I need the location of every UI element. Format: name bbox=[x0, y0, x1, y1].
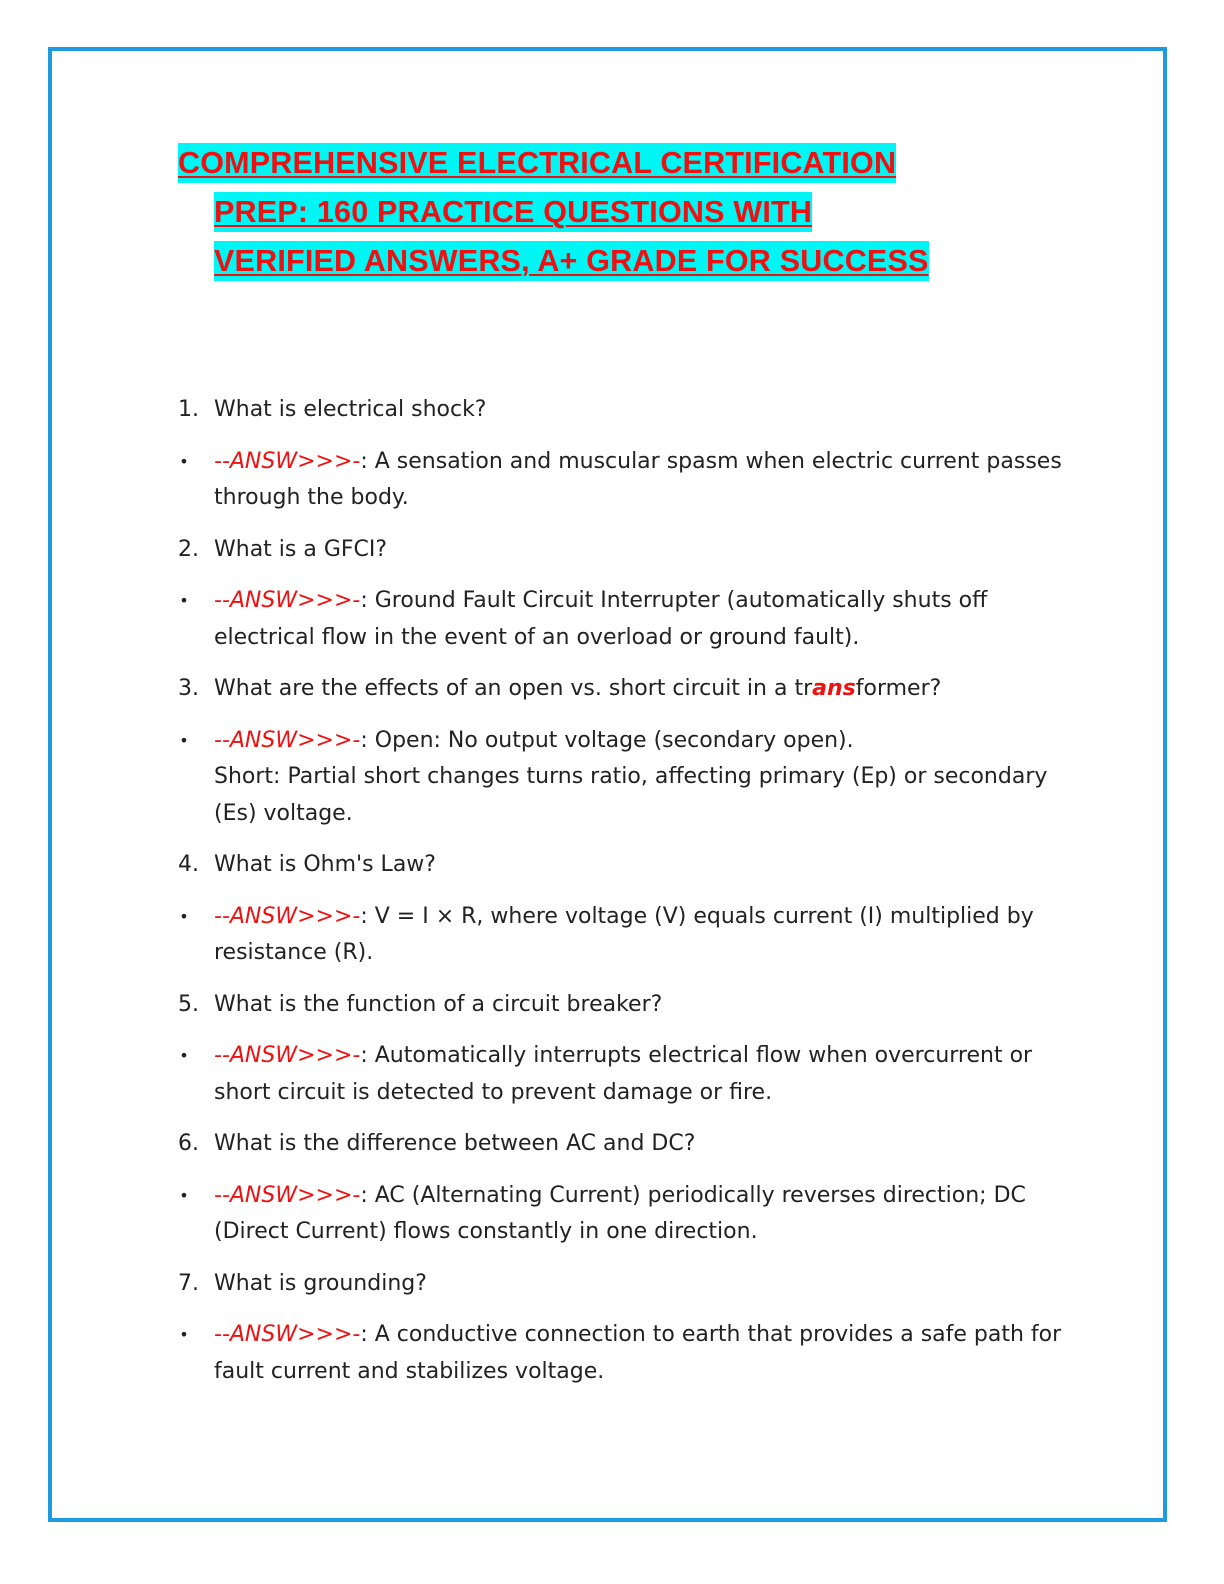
answer-tag: --ANSW>>>- bbox=[214, 903, 361, 929]
question-item bbox=[178, 392, 1078, 429]
answer-text: : Automatically interrupts electrical flow when overcurrent or short circuit is detected to prevent damage or fire. bbox=[214, 1043, 1033, 1105]
question-item bbox=[178, 532, 1078, 569]
question-item bbox=[178, 1266, 1078, 1303]
bullet-icon: • bbox=[179, 1185, 189, 1205]
question-text-end: former? bbox=[855, 676, 942, 701]
answer-tag: --ANSW>>>- bbox=[214, 1043, 361, 1068]
answer-tag: --ANSW>>>- bbox=[214, 727, 361, 753]
title-line-3: VERIFIED ANSWERS, A+ GRADE FOR SUCCESS bbox=[214, 241, 929, 281]
question-item bbox=[178, 987, 1078, 1024]
question-text: What is the difference between AC and DC? bbox=[214, 1131, 696, 1156]
bullet-icon: • bbox=[179, 1046, 189, 1065]
question-number: 3. bbox=[178, 676, 199, 701]
bullet-icon: • bbox=[179, 591, 189, 610]
title-line-2: PREP: 160 PRACTICE QUESTIONS WITH bbox=[214, 192, 812, 232]
qa-list bbox=[178, 392, 1078, 1405]
question-number: 6. bbox=[178, 1131, 199, 1156]
answer-item bbox=[178, 583, 1078, 656]
document-title bbox=[178, 143, 1048, 290]
question-text-highlight: ans bbox=[812, 676, 856, 701]
question-text-start: What are the effects of an open vs. short circuit in a tr bbox=[214, 676, 813, 701]
answer-item bbox=[178, 1178, 1078, 1251]
answer-text: : AC (Alternating Current) periodically reverses direction; DC (Direct Current) flows constantly in one direction. bbox=[214, 1182, 1026, 1244]
question-item bbox=[178, 1126, 1078, 1163]
answer-text-line-2: Short: Partial short changes turns ratio, affecting primary (Ep) or secondary (Es) voltage. bbox=[214, 764, 1048, 826]
answer-text: : Ground Fault Circuit Interrupter (automatically shuts off electrical flow in the event of an overload or ground fault). bbox=[214, 588, 988, 650]
question-text: What is grounding? bbox=[214, 1270, 427, 1296]
bullet-icon: • bbox=[179, 1325, 189, 1344]
answer-text: : A sensation and muscular spasm when electric current passes through the body. bbox=[214, 448, 1062, 510]
bullet-icon: • bbox=[179, 730, 189, 750]
bullet-icon: • bbox=[179, 906, 189, 926]
question-number: 5. bbox=[178, 991, 199, 1017]
answer-text: : V = I × R, where voltage (V) equals current (I) multiplied by resistance (R). bbox=[214, 903, 1034, 965]
answer-tag: --ANSW>>>- bbox=[214, 1182, 361, 1208]
question-number: 2. bbox=[178, 536, 199, 562]
answer-tag: --ANSW>>>- bbox=[214, 1322, 361, 1347]
question-text: What is electrical shock? bbox=[214, 397, 487, 422]
answer-item bbox=[178, 444, 1078, 517]
answer-item bbox=[178, 723, 1078, 833]
question-item bbox=[178, 671, 1078, 708]
question-number: 1. bbox=[178, 397, 199, 422]
question-text: What is the function of a circuit breaker? bbox=[214, 991, 663, 1017]
answer-item bbox=[178, 1317, 1078, 1390]
answer-tag: --ANSW>>>- bbox=[214, 588, 361, 613]
question-number: 4. bbox=[178, 852, 199, 877]
answer-item bbox=[178, 899, 1078, 972]
answer-item bbox=[178, 1038, 1078, 1111]
answer-text: : A conductive connection to earth that provides a safe path for fault current and stabilizes voltage. bbox=[214, 1322, 1062, 1384]
question-item bbox=[178, 847, 1078, 884]
title-line-1: COMPREHENSIVE ELECTRICAL CERTIFICATION bbox=[178, 143, 896, 183]
answer-tag: --ANSW>>>- bbox=[214, 448, 361, 474]
bullet-icon: • bbox=[179, 451, 189, 471]
question-number: 7. bbox=[178, 1270, 199, 1296]
question-text: What is a GFCI? bbox=[214, 536, 388, 562]
answer-text: : Open: No output voltage (secondary open). bbox=[360, 727, 854, 753]
question-text: What is Ohm's Law? bbox=[214, 852, 436, 877]
